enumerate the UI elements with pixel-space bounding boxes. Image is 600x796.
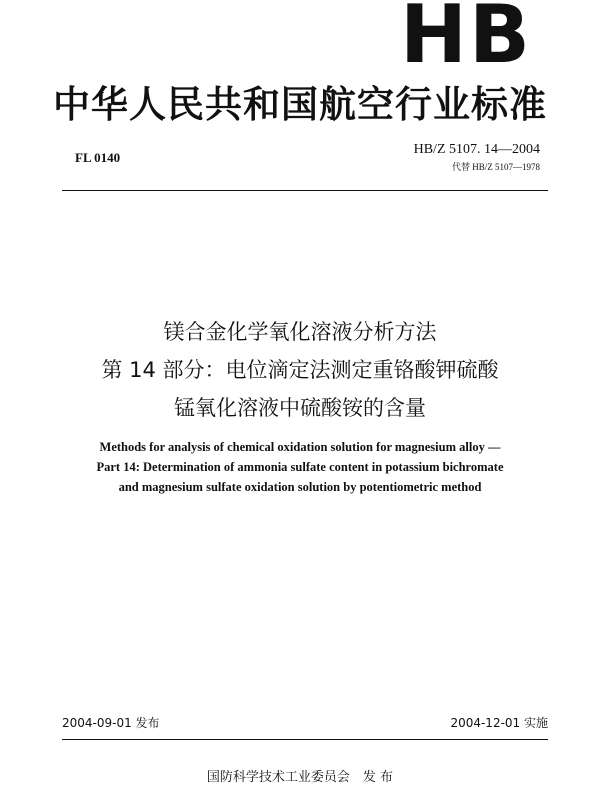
- chinese-title-line-2: 第 14 部分：电位滴定法测定重铬酸钾硫酸: [101, 358, 499, 382]
- standard-category-title: 中华人民共和国航空行业标准: [53, 83, 547, 126]
- standard-number: HB/Z 5107. 14—2004: [413, 142, 540, 157]
- implementation-date: 2004-12-01 实施: [450, 716, 548, 730]
- replaces-standard: 代替 HB/Z 5107—1978: [451, 162, 540, 172]
- english-title: [20, 437, 580, 497]
- chinese-title: [20, 313, 580, 427]
- chinese-title-line-1: 镁合金化学氧化溶液分析方法: [163, 320, 437, 344]
- ics-code: FL 0140: [75, 150, 121, 165]
- english-title-line-2: Part 14: Determination of ammonia sulfate content in potassium bichromate: [96, 460, 504, 474]
- english-title-line-1: Methods for analysis of chemical oxidation solution for magnesium alloy —: [99, 440, 501, 454]
- issuing-authority: 国防科学技术工业委员会 发 布: [206, 770, 394, 785]
- footer-divider: [62, 739, 548, 740]
- hb-logo: HB: [400, 0, 532, 81]
- chinese-title-line-3: 锰氧化溶液中硫酸铵的含量: [174, 396, 426, 420]
- issue-date: 2004-09-01 发布: [62, 716, 160, 730]
- english-title-line-3: and magnesium sulfate oxidation solution by potentiometric method: [118, 480, 482, 494]
- header-divider: [62, 190, 548, 191]
